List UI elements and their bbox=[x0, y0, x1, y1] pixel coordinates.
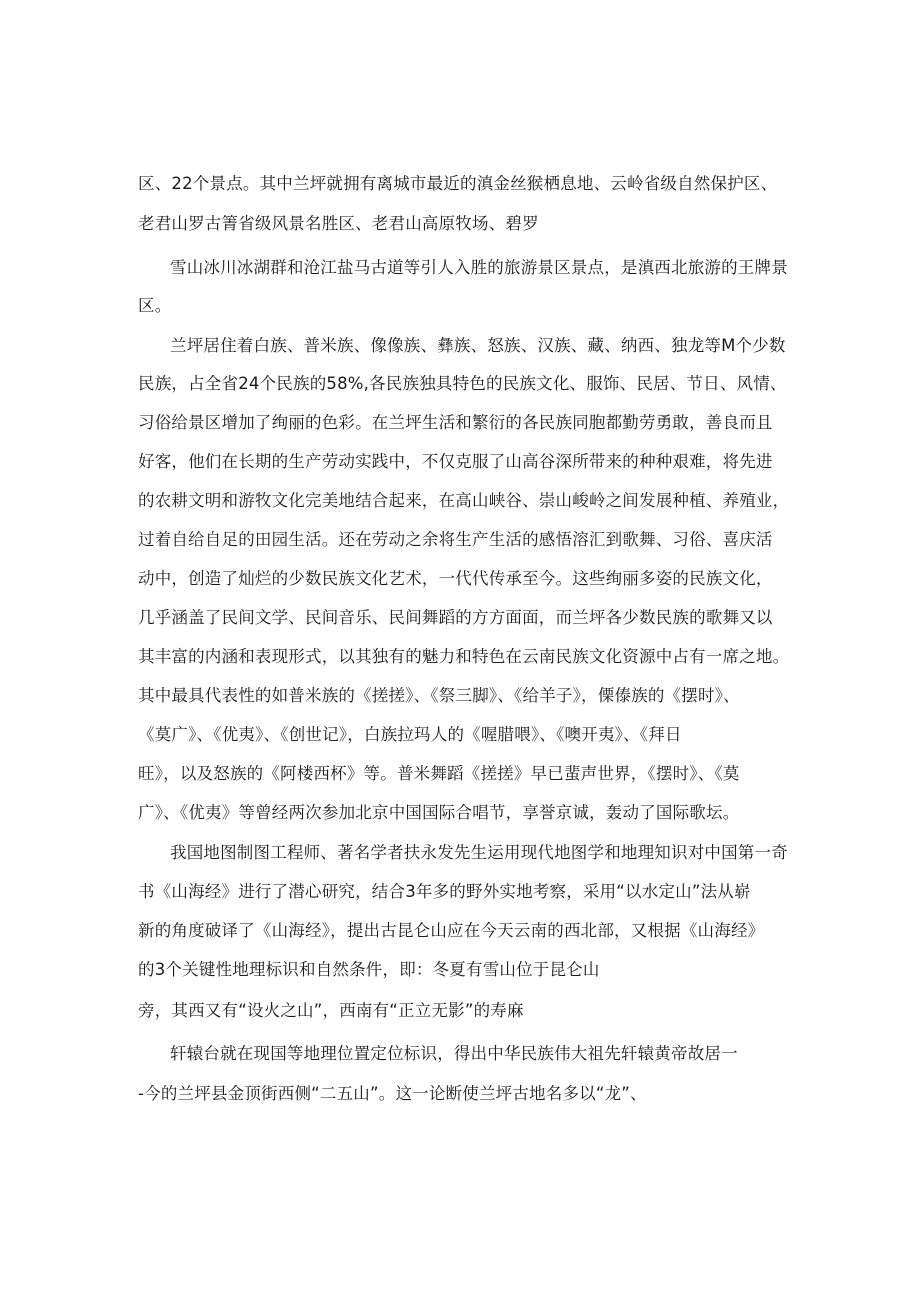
text-line: 的农耕文明和游牧文化完美地结合起来，在高山峡谷、崇山峻岭之间发展种植、养殖业， bbox=[138, 491, 790, 510]
text-line: 的3个关键性地理标识和自然条件，即：冬夏有雪山位于昆仑山 bbox=[138, 960, 600, 979]
text-line: 老君山罗古箐省级风景名胜区、老君山高原牧场、碧罗 bbox=[138, 214, 539, 233]
text-line: 民族，占全省24个民族的58%,各民族独具特色的民族文化、服饰、民居、节日、风情、 bbox=[138, 374, 787, 393]
text-line: 旺》，以及怒族的《阿楼西杯》等。普米舞蹈《搓搓》早已蜚声世界，《摆时》、《莫 bbox=[138, 764, 740, 783]
text-line: 过着自给自足的田园生活。还在劳动之余将生产生活的感悟溶汇到歌舞、习俗、喜庆活 bbox=[138, 530, 773, 549]
text-line: 广》、《优夷》等曾经两次参加北京中国国际合唱节，享誉京诚，轰动了国际歌坛。 bbox=[138, 803, 740, 822]
text-line: 《莫广》、《优夷》、《创世记》，白族拉玛人的《喔腊喂》、《噢开夷》、《拜日 bbox=[138, 725, 682, 744]
text-line: 书《山海经》进行了潜心研究，结合3年多的野外实地考察，采用“以水定山”法从崭 bbox=[138, 882, 751, 901]
text-line: 新的角度破译了《山海经》，提出古昆仑山应在今天云南的西北部，又根据《山海经》 bbox=[138, 921, 765, 940]
text-line: 其丰富的内涵和表现形式，以其独有的魅力和特色在云南民族文化资源中占有一席之地。 bbox=[138, 647, 790, 666]
text-line: 习俗给景区增加了绚丽的色彩。在兰坪生活和繁衍的各民族同胞都勤劳勇敢，善良而且 bbox=[138, 413, 773, 432]
text-line: -今的兰坪县金顶街西侧“二五山”。这一论断使兰坪古地名多以“龙”、 bbox=[138, 1084, 647, 1103]
text-line: 几乎涵盖了民间文学、民间音乐、民间舞蹈的方方面面，而兰坪各少数民族的歌舞又以 bbox=[138, 608, 773, 627]
text-line: 好客，他们在长期的生产劳动实践中，不仅克服了山高谷深所带来的种种艰难，将先进 bbox=[138, 452, 773, 471]
text-line: 旁，其西又有“设火之山”，西南有“正立无影”的寿麻 bbox=[138, 1001, 524, 1020]
text-line: 动中，创造了灿烂的少数民族文化艺术，一代代传承至今。这些绚丽多姿的民族文化， bbox=[138, 569, 773, 588]
text-line: 我国地图制图工程师、著名学者扶永发先生运用现代地图学和地理知识对中国第一奇 bbox=[170, 843, 788, 862]
text-line: 雪山冰川冰湖群和沧江盐马古道等引人入胜的旅游景区景点，是滇西北旅游的王牌景 bbox=[170, 258, 788, 277]
text-line: 区。 bbox=[138, 296, 172, 315]
text-line: 其中最具代表性的如普米族的《搓搓》、《祭三脚》、《给羊子》，傈傣族的《摆时》、 bbox=[138, 686, 740, 705]
text-line: 区、22个景点。其中兰坪就拥有离城市最近的滇金丝猴栖息地、云岭省级自然保护区、 bbox=[138, 174, 778, 193]
text-line: 兰坪居住着白族、普米族、像像族、彝族、怒族、汉族、藏、纳西、独龙等M个少数 bbox=[170, 336, 786, 355]
text-line: 轩辕台就在现国等地理位置定位标识，得出中华民族伟大祖先轩辕黄帝故居一 bbox=[170, 1044, 738, 1063]
